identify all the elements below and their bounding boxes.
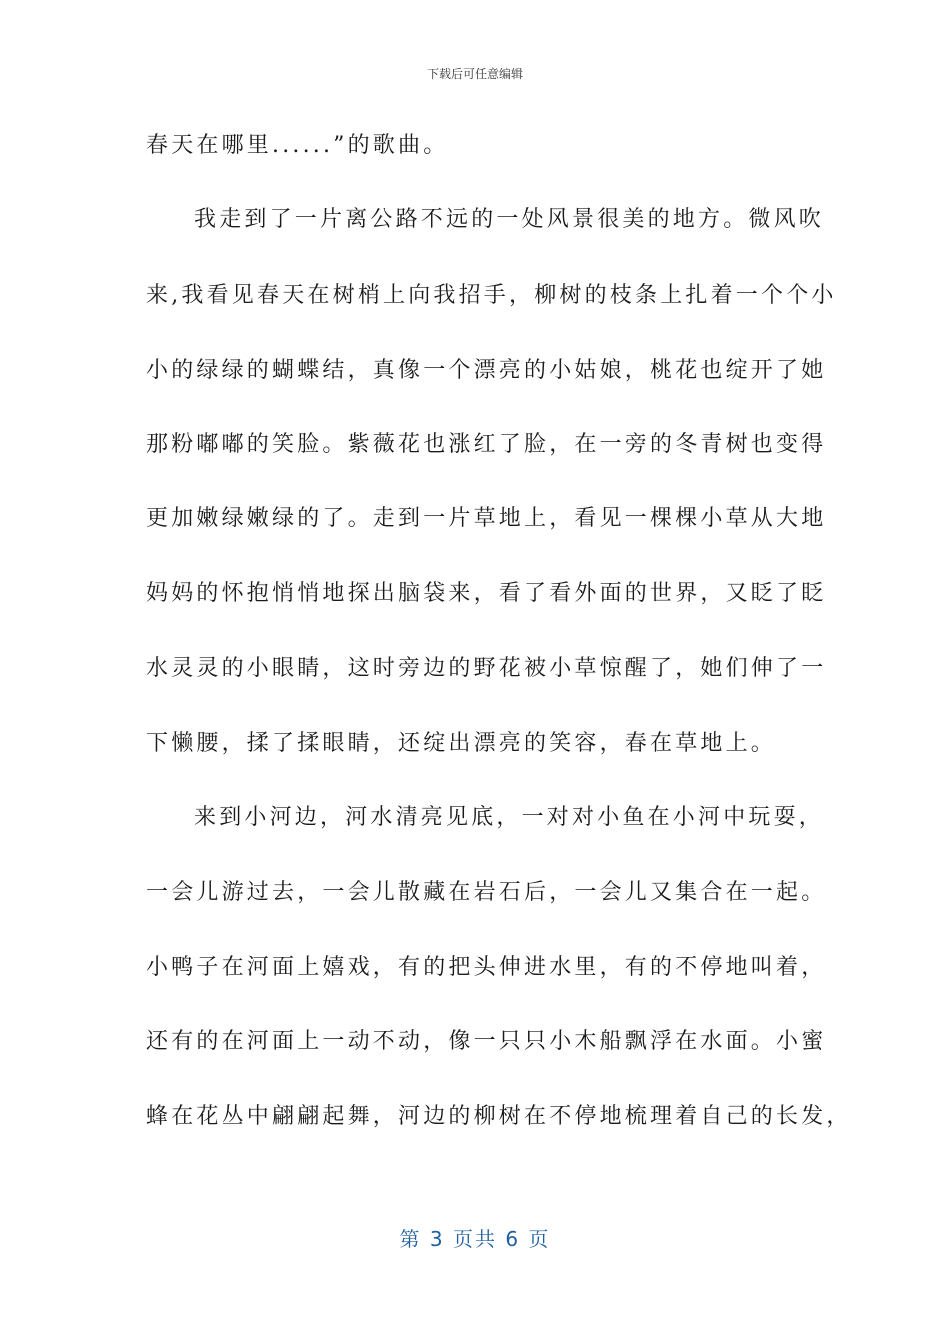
text-line: 妈妈的怀抱悄悄地探出脑袋来，看了看外面的世界，又眨了眨 (146, 581, 827, 606)
text-line: 春天在哪里......”的歌曲。 (146, 133, 449, 158)
page-header: 下载后可任意编辑 (426, 67, 523, 81)
paragraph-start-line: 来到小河边，河水清亮见底，一对对小鱼在小河中玩耍， (194, 805, 825, 830)
text-line: 水灵灵的小眼睛，这时旁边的野花被小草惊醒了，她们伸了一 (146, 656, 827, 681)
text-line: 一会儿游过去，一会儿散藏在岩石后，一会儿又集合在一起。 (146, 880, 827, 905)
text-line: 蜂在花丛中翩翩起舞，河边的柳树在不停地梳理着自己的长发， (146, 1104, 852, 1129)
text-line: 小的绿绿的蝴蝶结，真像一个漂亮的小姑娘，桃花也绽开了她 (146, 358, 827, 383)
text-line: 来,我看见春天在树梢上向我招手，柳树的枝条上扎着一个个小 (146, 283, 837, 308)
text-line: 下懒腰，揉了揉眼睛，还绽出漂亮的笑容，春在草地上。 (146, 731, 777, 756)
text-line: 小鸭子在河面上嬉戏，有的把头伸进水里，有的不停地叫着， (146, 955, 827, 980)
paragraph-start-line: 我走到了一片离公路不远的一处风景很美的地方。微风吹 (194, 207, 825, 232)
page-number-footer: 第 3 页共 6 页 (399, 1227, 551, 1251)
text-line: 还有的在河面上一动不动，像一只只小木船飘浮在水面。小蜜 (146, 1029, 827, 1054)
text-line: 那粉嘟嘟的笑脸。紫薇花也涨红了脸，在一旁的冬青树也变得 (146, 432, 827, 457)
text-line: 更加嫩绿嫩绿的了。走到一片草地上，看见一棵棵小草从大地 (146, 506, 827, 531)
